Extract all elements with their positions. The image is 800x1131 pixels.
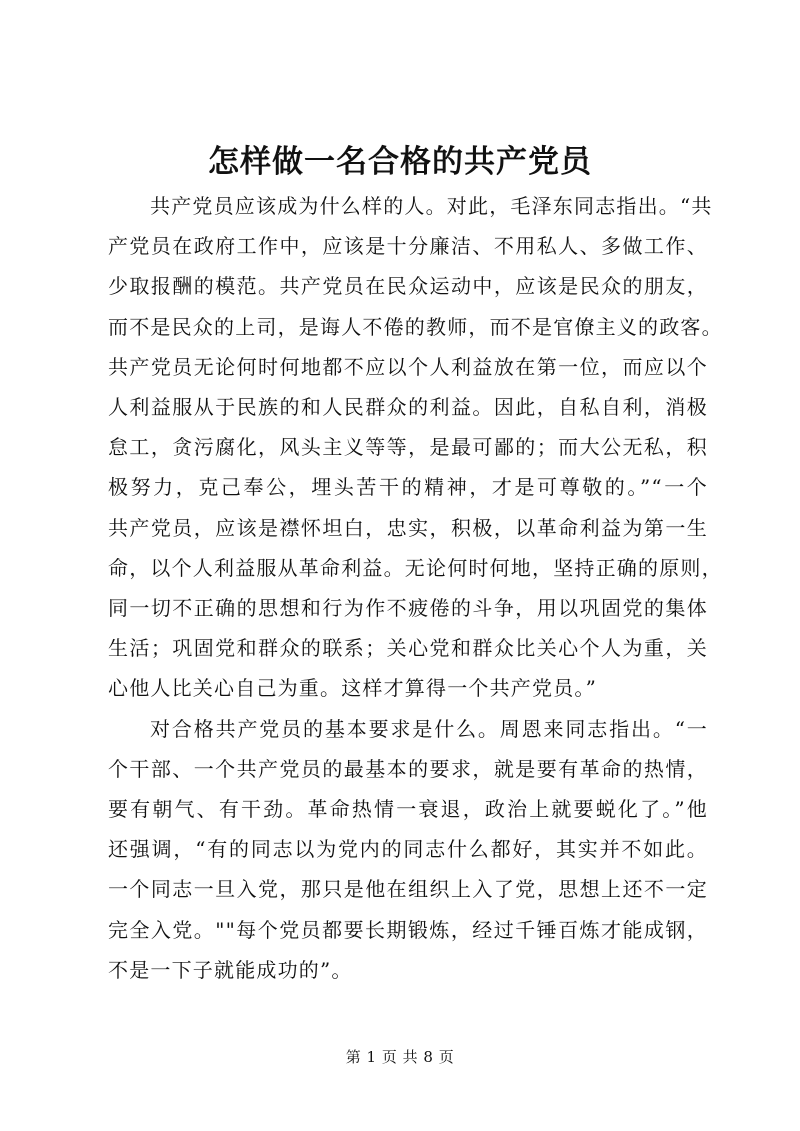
paragraph-line: 极努力，克己奉公，埋头苦干的精神，才是可尊敬的。”“一个 — [108, 475, 708, 500]
paragraph-line: 共产党员，应该是襟怀坦白，忠实，积极，以革命利益为第一生 — [108, 515, 708, 540]
paragraph-line: 生活；巩固党和群众的联系；关心党和群众比关心个人为重，关 — [108, 636, 708, 661]
paragraph-line: 不是一下子就能成功的”。 — [108, 957, 353, 982]
paragraph-line: 一个同志一旦入党，那只是他在组织上入了党，思想上还不一定 — [108, 877, 708, 902]
paragraph-line: 个干部、一个共产党员的最基本的要求，就是要有革命的热情， — [108, 756, 708, 781]
paragraph-line: 共产党员无论何时何地都不应以个人利益放在第一位，而应以个 — [108, 354, 708, 379]
paragraph-line: 少取报酬的模范。共产党员在民众运动中，应该是民众的朋友， — [108, 274, 708, 299]
paragraph-line: 完全入党。""每个党员都要长期锻炼，经过千锤百炼才能成钢， — [108, 917, 708, 942]
paragraph-line: 命，以个人利益服从革命利益。无论何时何地，坚持正确的原则， — [108, 555, 723, 580]
paragraph-line: 要有朝气、有干劲。革命热情一衰退，政治上就要蜕化了。”他 — [108, 797, 708, 822]
document-body — [108, 186, 723, 990]
paragraph-line: 共产党员应该成为什么样的人。对此，毛泽东同志指出。“共 — [150, 194, 713, 218]
paragraph-line: 同一切不正确的思想和行为作不疲倦的斗争，用以巩固党的集体 — [108, 596, 708, 621]
paragraph-2 — [108, 709, 708, 990]
paragraph-1 — [108, 186, 723, 709]
document-title: 怎样做一名合格的共产党员 — [208, 144, 592, 180]
paragraph-line: 心他人比关心自己为重。这样才算得一个共产党员。” — [108, 676, 598, 701]
page-number-footer: 第 1 页 共 8 页 — [345, 1048, 455, 1066]
paragraph-line: 对合格共产党员的基本要求是什么。周恩来同志指出。“一 — [150, 716, 708, 741]
paragraph-line: 而不是民众的上司，是诲人不倦的教师，而不是官僚主义的政客。 — [108, 314, 723, 339]
paragraph-line: 人利益服从于民族的和人民群众的利益。因此，自私自利，消极 — [108, 395, 708, 420]
paragraph-line: 产党员在政府工作中，应该是十分廉洁、不用私人、多做工作、 — [108, 234, 708, 259]
paragraph-line: 怠工，贪污腐化，风头主义等等，是最可鄙的；而大公无私，积 — [108, 435, 708, 460]
paragraph-line: 还强调，“有的同志以为党内的同志什么都好，其实并不如此。 — [108, 837, 708, 862]
